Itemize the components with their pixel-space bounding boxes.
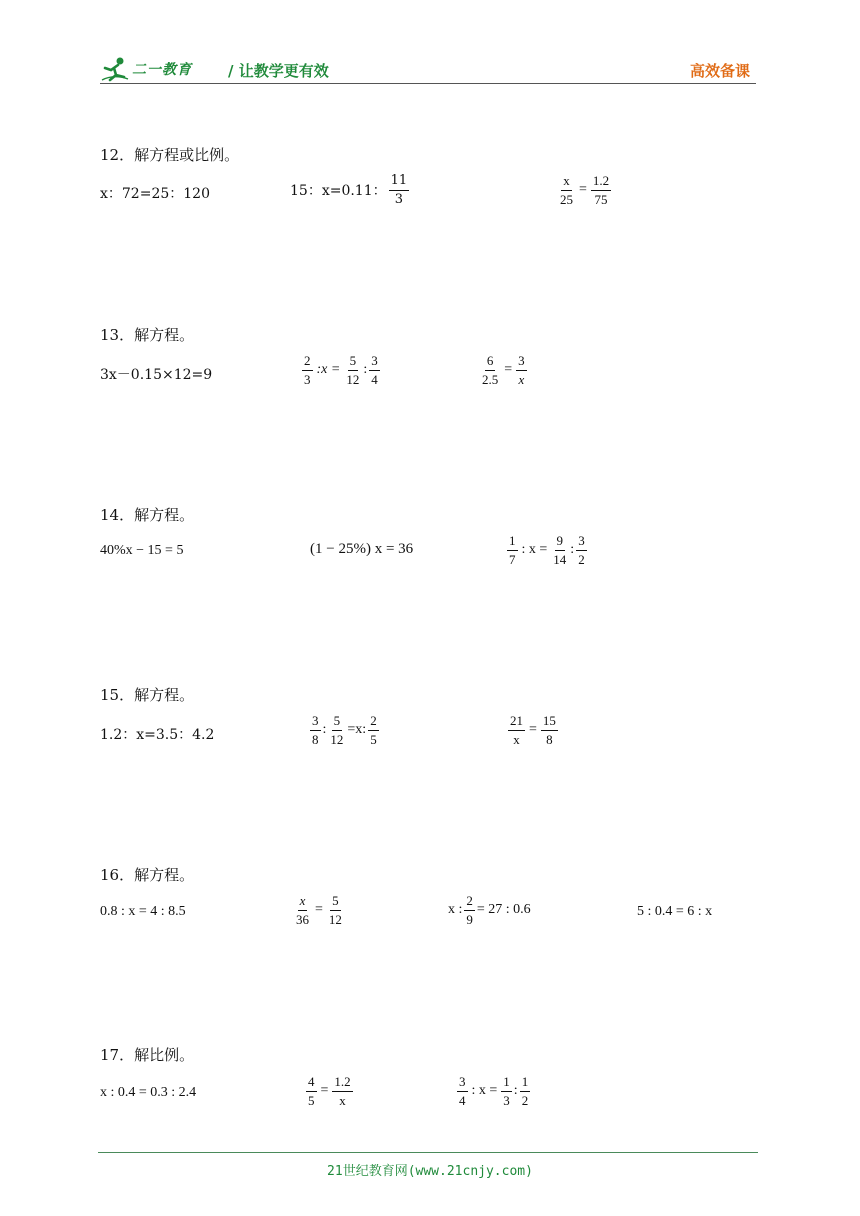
- colon: :: [513, 1083, 518, 1099]
- denominator: 3: [394, 191, 404, 207]
- denominator: x: [513, 731, 520, 747]
- numerator: 1: [520, 1075, 531, 1092]
- fraction: [369, 354, 380, 386]
- question-12-equation-1: x：72=25：120: [100, 186, 210, 202]
- fraction: [327, 894, 344, 926]
- denominator: 8: [546, 731, 553, 747]
- header-tagline: 高效备课: [689, 62, 750, 80]
- denominator: 2: [578, 551, 585, 567]
- page-footer: 21世纪教育网(www.21cnjy.com): [327, 1164, 533, 1179]
- denominator: 4: [371, 371, 378, 387]
- numerator: 6: [485, 354, 496, 371]
- question-14-equation-1: 40%x − 15 = 5: [100, 543, 184, 558]
- fraction: [368, 714, 379, 746]
- question-15-equation-2: [308, 714, 381, 746]
- question-12-equation-3: [556, 174, 613, 206]
- question-17-equation-1: x : 0.4 = 0.3 : 2.4: [100, 1085, 197, 1100]
- fraction: [294, 894, 311, 926]
- fraction: [302, 354, 313, 386]
- eq-text: : x =: [471, 1083, 498, 1099]
- question-16-equation-3: [448, 894, 531, 926]
- question-17-equation-2: [304, 1075, 355, 1107]
- fraction: [457, 1075, 468, 1107]
- denominator: 3: [304, 371, 311, 387]
- question-16-equation-2: [292, 894, 346, 926]
- numerator: 1: [507, 534, 518, 551]
- numerator: 21: [508, 714, 525, 731]
- question-15-equation-1: 1.2：x=3.5：4.2: [100, 727, 215, 743]
- denominator: 8: [312, 731, 319, 747]
- fraction: [328, 714, 345, 746]
- eq-text: =x:: [347, 722, 367, 738]
- numerator: 15: [541, 714, 558, 731]
- question-13-equation-3: [478, 354, 529, 386]
- fraction: [516, 354, 527, 386]
- numerator: 2: [368, 714, 379, 731]
- question-12-equation-2: [290, 174, 411, 206]
- equals-sign: =: [315, 902, 323, 918]
- fraction: [576, 534, 587, 566]
- question-14-equation-3: [505, 534, 589, 566]
- numerator: 1: [501, 1075, 512, 1092]
- colon: :: [570, 542, 575, 558]
- numerator: 1.2: [332, 1075, 352, 1092]
- question-16-equation-1: 0.8 : x = 4 : 8.5: [100, 904, 186, 919]
- question-14-title: 14．解方程。: [100, 506, 195, 524]
- question-16-title: 16．解方程。: [100, 866, 195, 884]
- denominator: 25: [560, 191, 573, 207]
- fraction: [551, 534, 568, 566]
- denominator: 12: [346, 371, 360, 387]
- colon: :: [322, 722, 327, 738]
- numerator: 5: [332, 714, 343, 731]
- question-15-equation-3: [506, 714, 560, 746]
- question-17-title: 17．解比例。: [100, 1046, 195, 1064]
- fraction: [507, 534, 518, 566]
- logo: [100, 56, 196, 84]
- denominator: 2: [521, 1092, 529, 1108]
- numerator: 2: [464, 894, 475, 911]
- fraction: [389, 174, 410, 206]
- question-16-equation-4: 5 : 0.4 = 6 : x: [637, 904, 713, 919]
- denominator: x: [518, 371, 525, 387]
- numerator: 4: [306, 1075, 317, 1092]
- numerator: x: [561, 174, 572, 191]
- fraction: [520, 1075, 531, 1107]
- numerator: 3: [310, 714, 321, 731]
- fraction: [541, 714, 558, 746]
- colon: :: [363, 362, 368, 378]
- denominator: 5: [308, 1092, 315, 1108]
- fraction: [591, 174, 611, 206]
- equals-sign: =: [320, 1083, 329, 1099]
- eq-text: = 27 : 0.6: [476, 902, 531, 918]
- denominator: 7: [509, 551, 516, 567]
- question-13-equation-2: [300, 354, 382, 386]
- equals-sign: =: [579, 182, 587, 198]
- question-14-equation-2: (1 − 25%) x = 36: [310, 541, 414, 557]
- denominator: 75: [594, 191, 608, 207]
- numerator: 2: [302, 354, 313, 371]
- fraction: [558, 174, 575, 206]
- numerator: 3: [516, 354, 527, 371]
- denominator: 2.5: [482, 371, 499, 387]
- logo-text: 二一教育: [132, 62, 192, 78]
- equals-sign: =: [504, 362, 513, 378]
- fraction: [344, 354, 361, 386]
- denominator: 9: [466, 911, 473, 927]
- denominator: 4: [459, 1092, 466, 1108]
- denominator: x: [339, 1092, 346, 1108]
- question-15-title: 15．解方程。: [100, 686, 195, 704]
- denominator: 36: [296, 911, 309, 927]
- fraction: [332, 1075, 352, 1107]
- numerator: x: [298, 894, 308, 911]
- denominator: 14: [553, 551, 567, 567]
- numerator: 3: [576, 534, 587, 551]
- eq-text: 15：x=0.11：: [290, 183, 387, 200]
- numerator: 1.2: [591, 174, 611, 191]
- fraction: [464, 894, 475, 926]
- fraction: [310, 714, 321, 746]
- numerator: 11: [389, 174, 410, 191]
- question-13-title: 13．解方程。: [100, 326, 195, 344]
- numerator: 3: [369, 354, 380, 371]
- header-divider: [100, 83, 756, 84]
- footer-divider: [98, 1152, 758, 1153]
- numerator: 5: [330, 894, 341, 911]
- fraction: [306, 1075, 317, 1107]
- denominator: 12: [330, 731, 344, 747]
- fraction: [508, 714, 525, 746]
- eq-text: : x =: [521, 542, 548, 558]
- question-17-equation-3: [455, 1075, 532, 1107]
- page-header: [100, 54, 756, 84]
- question-12-title: 12．解方程或比例。: [100, 146, 240, 164]
- denominator: 5: [370, 731, 377, 747]
- runner-logo-icon: [100, 56, 130, 82]
- header-slogan: / 让教学更有效: [228, 62, 329, 80]
- numerator: 5: [348, 354, 359, 371]
- eq-text: :x =: [316, 362, 341, 378]
- fraction: [501, 1075, 512, 1107]
- fraction: [480, 354, 500, 386]
- equals-sign: =: [529, 722, 537, 738]
- denominator: 12: [328, 911, 342, 927]
- numerator: 3: [457, 1075, 468, 1092]
- eq-text: x :: [448, 902, 463, 918]
- question-13-equation-1: 3x－0.15×12=9: [100, 367, 213, 383]
- denominator: 3: [503, 1092, 510, 1108]
- numerator: 9: [555, 534, 566, 551]
